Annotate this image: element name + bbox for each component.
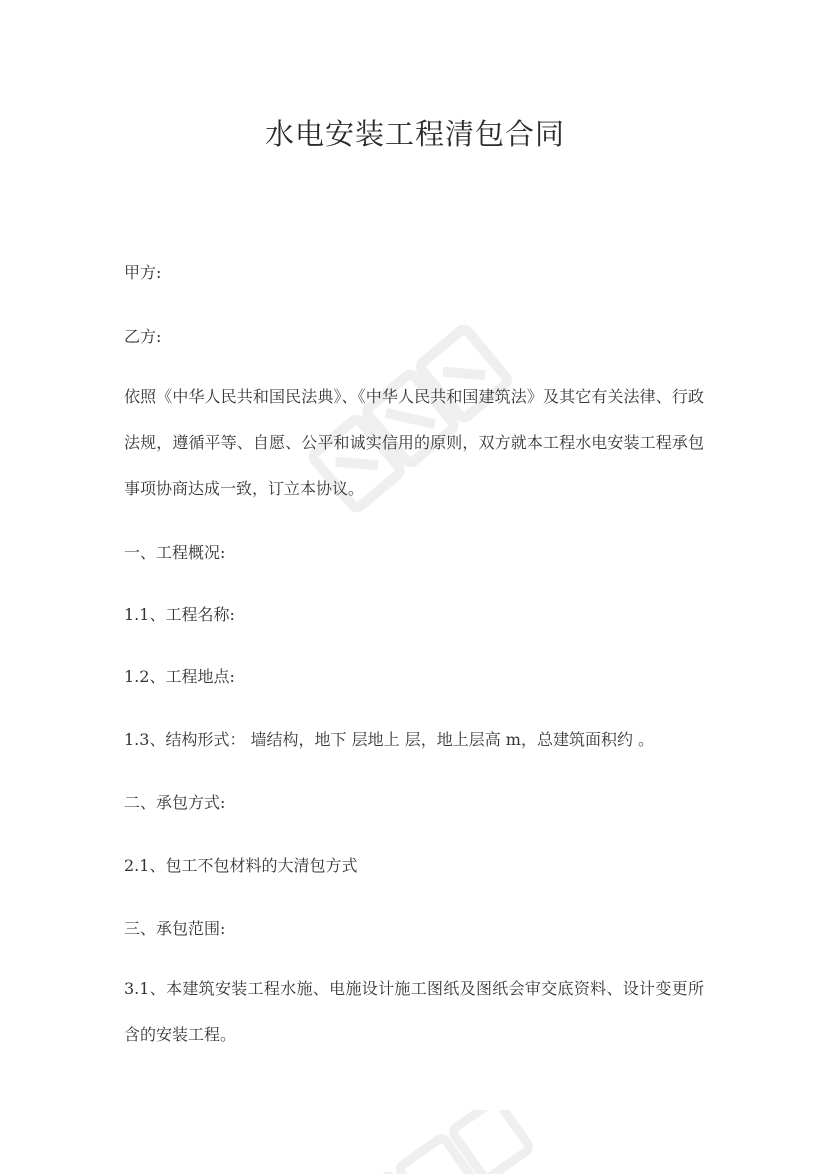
item-1-3: 1.3、结构形式： 墙结构，地下 层地上 层，地上层高 m，总建筑面积约 。 [124, 730, 655, 749]
item-2-1: 2.1、包工不包材料的大清包方式 [124, 856, 358, 875]
section-1-heading: 一、工程概况: [124, 543, 226, 562]
party-a-label: 甲方: [124, 263, 162, 282]
item-1-1: 1.1、工程名称: [124, 605, 235, 624]
preamble-paragraph: 依照《中华人民共和国民法典》、《中华人民共和国建筑法》及其它有关法律、行政法规，遵循平等、自愿、公平和诚实信用的原则，双方就本工程水电安装工程承包事项协商达成一致，订立本协议。 [124, 387, 704, 498]
section-2-heading: 二、承包方式: [124, 793, 226, 812]
item-3-1: 3.1、本建筑安装工程水施、电施设计施工图纸及图纸会审交底资料、设计变更所含的安装工程。 [124, 979, 704, 1044]
section-3-heading: 三、承包范围: [124, 919, 226, 938]
party-b-label: 乙方: [124, 327, 162, 346]
contract-title: 水电安装工程清包合同 [264, 117, 565, 151]
watermark-graphic-bottom [300, 1110, 560, 1174]
item-1-2: 1.2、工程地点: [124, 667, 235, 686]
